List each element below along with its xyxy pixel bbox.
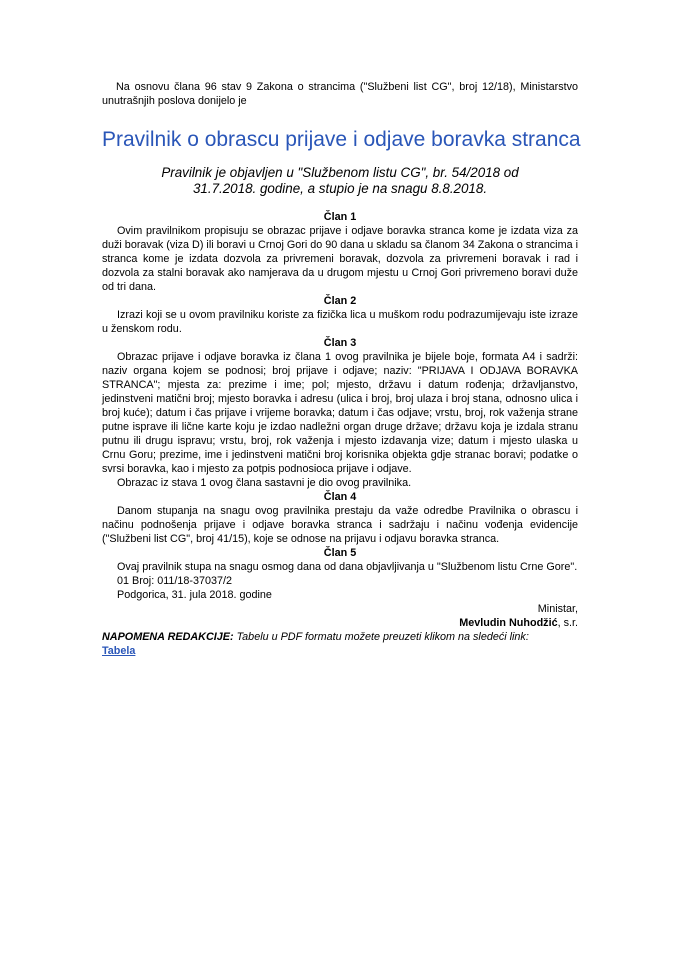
document-title: Pravilnik o obrascu prijave i odjave boravka stranca [102,128,581,151]
article-3-paragraph-2: Obrazac iz stava 1 ovog člana sastavni je dio ovog pravilnika. [117,477,412,489]
signature-block [102,616,578,630]
editorial-note-text: Tabelu u PDF formatu možete preuzeti klikom na sledeći link: [233,631,529,643]
table-link-row [102,644,578,658]
article-3-paragraph-1: Obrazac prijave i odjave boravka iz člana 1 ovog pravilnika je bijele boje, formata A4 i sadrži: naziv organa kojem se podnosi; broj prijave i odjave; naziv: "PRIJAVA I ODJAVA BORAVKA STRANCA"; mjesta za: prezime i ime; pol; mjesto, državu i datum rođenja; državljanstvo, jedinstveni matični broj; mjesto boravka i adresu (ulica i broj, broj ulaza i broj stana, odnosno ulica i broj kuće); datum i čas prijave i vrijeme boravka; datum i čas odjave; vrstu, broj, rok važenja strane putne isprave ili lične karte koju je izdao nadležni organ druge države; državu koja je izdala stranu putnu ili drugu ispravu; vrstu, broj, rok važenja i mjesto izdavanja vize; datum i mjesto ulaska u Crnu Goru; prezime, ime i jedinstveni matični broj korisnika objekta gdje stranac boravi; podatke o svrsi boravka, kao i mjesto za potpis podnosioca prijave i odjave. [102,351,578,475]
intro-paragraph: Na osnovu člana 96 stav 9 Zakona o strancima ("Službeni list CG", broj 12/18), Ministarstvo unutrašnjih poslova donijelo je [102,81,578,107]
article-1-paragraph: Ovim pravilnikom propisuju se obrazac prijave i odjave boravka stranca kome je izdata viza za duži boravak (viza D) ili boravi u Crnoj Gori do 90 dana u skladu sa članom 34 Zakona o strancima i stranca kome je izdata dozvola za privremeni boravak, dozvola za privremeni boravak i rad i dozvola za stalni boravak ako namjerava da u drugom mjestu u Crnoj Gori privremeno boravi duže od tri dana. [102,225,578,293]
article-5-paragraph: Ovaj pravilnik stupa na snagu osmog dana od dana objavljivanja u "Službenom listu Crne Gore". [117,561,578,573]
minister-suffix: , s.r. [557,617,578,629]
article-2-heading: Član 2 [323,295,357,307]
signature-role: Ministar, [537,603,578,615]
article-3-heading: Član 3 [323,337,357,349]
article-4-heading: Član 4 [323,491,357,503]
minister-name: Mevludin Nuhodžić [459,617,558,629]
article-1-heading: Član 1 [323,211,357,223]
document-number: 01 Broj: 011/18-37037/2 [117,575,233,587]
article-2-paragraph: Izrazi koji se u ovom pravilniku koriste za fizička lica u muškom rodu podrazumijevaju iste izraze u ženskom rodu. [102,309,578,335]
document-body [102,80,581,658]
article-5-heading: Član 5 [323,547,357,559]
article-4-paragraph: Danom stupanja na snagu ovog pravilnika prestaju da važe odredbe Pravilnika o obrascu i načinu podnošenja prijave i odjave boravka stranca i sadržaju i načinu vođenja evidencije ("Službeni list CG", broj 41/15), koje se odnose na prijavu i odjavu boravka stranca. [102,505,578,545]
table-link[interactable]: Tabela [102,645,136,657]
editorial-note-label: NAPOMENA REDAKCIJE: [102,631,234,643]
place-and-date: Podgorica, 31. jula 2018. godine [117,589,272,601]
editorial-note [102,630,578,644]
publication-note: Pravilnik je objavljen u "Službenom listu CG", br. 54/2018 od 31.7.2018. godine, a stupio je na snagu 8.8.2018. [161,165,519,196]
